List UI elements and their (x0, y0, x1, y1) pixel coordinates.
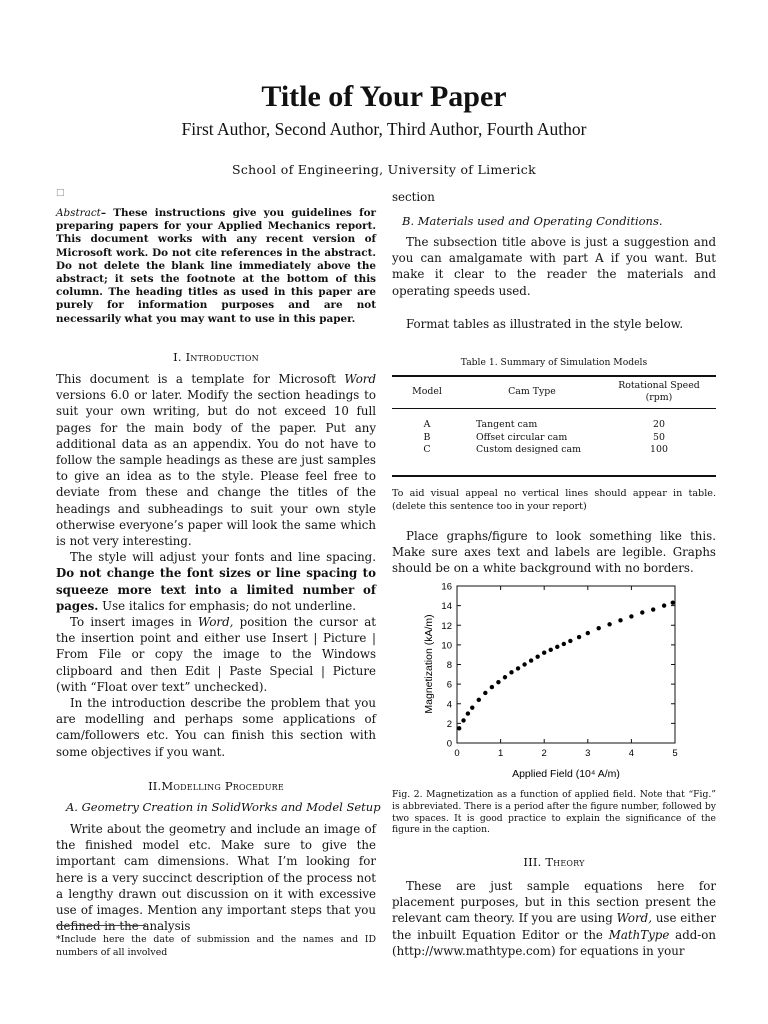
data-point (651, 607, 655, 611)
data-point (568, 639, 572, 643)
section-heading-modelling: II.Modelling Procedure (148, 779, 284, 793)
data-point (490, 685, 494, 689)
table-header-row (392, 376, 716, 409)
y-tick-label: 14 (441, 601, 452, 613)
table-intro-text (392, 316, 716, 332)
subsection-heading-materials: B. Materials used and Operating Conditions. (402, 214, 663, 228)
table-cell: 50 (653, 431, 665, 443)
graph-guidance-paragraph: Place graphs/figure to look something like this. Make sure axes text and labels are legible. Graphs should be on a white background with no borders. (392, 529, 716, 576)
abstract-text: These instructions give you guidelines for preparing papers for your Applied Mechanics report. This document works with any recent version of Microsoft work. Do not cite references in the abstract. Do not delete the blank line immediately above the abstract; it sets the footnote at the bottom of this column. The heading titles as used in this paper are purely for information purposes and are not necessarily what you may want to use in this paper. (56, 207, 376, 325)
data-point (503, 675, 507, 679)
data-point (535, 654, 539, 658)
data-point (549, 648, 553, 652)
x-tick-label: 1 (497, 748, 504, 759)
materials-paragraph: The subsection title above is just a suggestion and you can amalgamate with part A if you want. But make it clear to the reader the materials and operating speeds used. (392, 235, 716, 298)
section-heading-introduction: I. Introduction (173, 350, 259, 364)
y-axis-label: Magnetization (kA/m) (423, 614, 435, 714)
subsection-heading-geometry: A. Geometry Creation in SolidWorks and Model Setup (66, 800, 381, 814)
table-row (392, 409, 716, 432)
table-row (392, 444, 716, 476)
data-point (483, 691, 487, 695)
data-point (516, 666, 520, 670)
data-point (542, 651, 546, 655)
data-point (461, 718, 465, 722)
table-cell: B (423, 431, 431, 443)
table-intro-paragraph: Format tables as illustrated in the style below. (406, 317, 684, 331)
introduction-body (56, 371, 376, 760)
table-cell: A (423, 419, 431, 430)
data-point (662, 603, 666, 607)
data-point (457, 726, 461, 730)
abstract-label: Abstract (56, 207, 101, 219)
data-point (562, 642, 566, 646)
abstract (56, 207, 376, 326)
modelling-continued: section (392, 190, 435, 204)
data-point (586, 631, 590, 635)
table-cell: C (392, 444, 462, 476)
table-caption: Table 1. Summary of Simulation Models (460, 357, 648, 368)
footnote-rule (56, 925, 146, 926)
y-tick-label: 4 (446, 699, 452, 711)
y-tick-label: 16 (441, 581, 452, 593)
y-tick-label: 0 (446, 738, 452, 750)
x-tick-label: 4 (628, 748, 635, 759)
y-tick-label: 10 (441, 640, 452, 652)
materials-body (392, 234, 716, 299)
x-tick-label: 0 (454, 748, 460, 759)
table-row (392, 432, 716, 445)
data-point (597, 626, 601, 630)
theory-body (392, 878, 716, 959)
graph-guidance (392, 528, 716, 577)
theory-paragraph: These are just sample equations here for placement purposes, but in this section present the relevant cam theory. If you are using Word, use either the inbuilt Equation Editor or the MathType add-on (http://www.mathtype.com) for equations in your (392, 879, 716, 958)
section-heading-theory: III. Theory (523, 855, 585, 869)
data-point (618, 618, 622, 622)
x-tick-label: 2 (541, 748, 547, 759)
y-tick-label: 8 (446, 660, 452, 671)
figure-caption: Fig. 2. Magnetization as a function of applied field. Note that “Fig.” is abbreviated. There is a period after the figure number, followed by two spaces. It is good practice to explain the significance of the figure in the caption. (392, 789, 716, 836)
data-point (671, 600, 675, 604)
data-point (466, 711, 470, 715)
paper-title: Title of Your Paper (261, 80, 507, 113)
x-axis-label: Applied Field (10⁴ A/m) (512, 768, 620, 780)
simulation-table (392, 375, 716, 477)
data-point (607, 622, 611, 626)
footnote: *Include here the date of submission and the names and ID numbers of all involved (56, 934, 376, 958)
data-point (477, 698, 481, 702)
table-note: To aid visual appeal no vertical lines should appear in table. (delete this sentence too in your report) (392, 488, 716, 512)
x-tick-label: 3 (585, 748, 591, 759)
data-point (509, 670, 513, 674)
y-tick-label: 12 (441, 620, 452, 632)
intro-paragraph-3: To insert images in Word, position the cursor at the insertion point and either use Insert | Picture | From File or copy the image to the Windows clipboard and then Edit | Paste Special | Picture (with “Float over text” unchecked). (56, 615, 376, 694)
data-point (629, 614, 633, 618)
intro-paragraph-2: The style will adjust your fonts and line spacing. Do not change the font sizes or line spacing to squeeze more text into a limited number of pages. Use italics for emphasis; do not underline. (56, 550, 376, 613)
intro-paragraph-1: This document is a template for Microsoft Word versions 6.0 or later. Modify the section headings to suit your own writing, but do not exceed 10 full pages for the main body of the paper. Put any additional data as an appendix. You do not have to follow the sample headings as these are just samples to give an idea as to the style. Please feel free to deviate from these and change the titles of the headings and subheadings to suit your own style otherwise everyone’s paper will look the same which is not very interesting. (56, 372, 376, 549)
data-point (577, 635, 581, 639)
y-tick-label: 2 (446, 718, 452, 730)
table-cell: Custom designed cam (462, 444, 602, 476)
author-list: First Author, Second Author, Third Author, Fourth Author (181, 119, 587, 139)
plot-frame (457, 586, 675, 743)
modelling-body (56, 821, 376, 934)
x-tick-label: 5 (672, 748, 678, 759)
data-point (529, 658, 533, 662)
table-header-cam-type: Cam Type (462, 376, 602, 409)
data-point (555, 645, 559, 649)
y-tick-label: 6 (446, 679, 452, 691)
affiliation: School of Engineering, University of Limerick (232, 162, 536, 177)
table-cell: Tangent cam (476, 419, 538, 430)
placeholder-marker: □ (56, 188, 65, 198)
table-cell: 100 (602, 444, 716, 476)
intro-paragraph-4: In the introduction describe the problem that you are modelling and perhaps some applications of cam/followers etc. You can finish this section with some objectives if you want. (56, 696, 376, 759)
table-header-speed: Rotational Speed (rpm) (602, 376, 716, 409)
table-cell: 20 (653, 419, 665, 430)
modelling-paragraph-1: Write about the geometry and include an image of the finished model etc. Make sure to give the important cam dimensions. What I’m looking for here is a very succinct description of the process not a lengthy drawn out discussion on it with excessive use of images. Mention any important steps that you defined in the analysis (56, 822, 376, 934)
magnetization-chart (392, 576, 716, 786)
data-point (496, 680, 500, 684)
data-point (640, 610, 644, 614)
table-cell: Offset circular cam (476, 431, 568, 443)
data-point (522, 662, 526, 666)
abstract-dash: – (100, 207, 114, 219)
data-point (470, 705, 474, 709)
table-header-model: Model (392, 376, 462, 409)
